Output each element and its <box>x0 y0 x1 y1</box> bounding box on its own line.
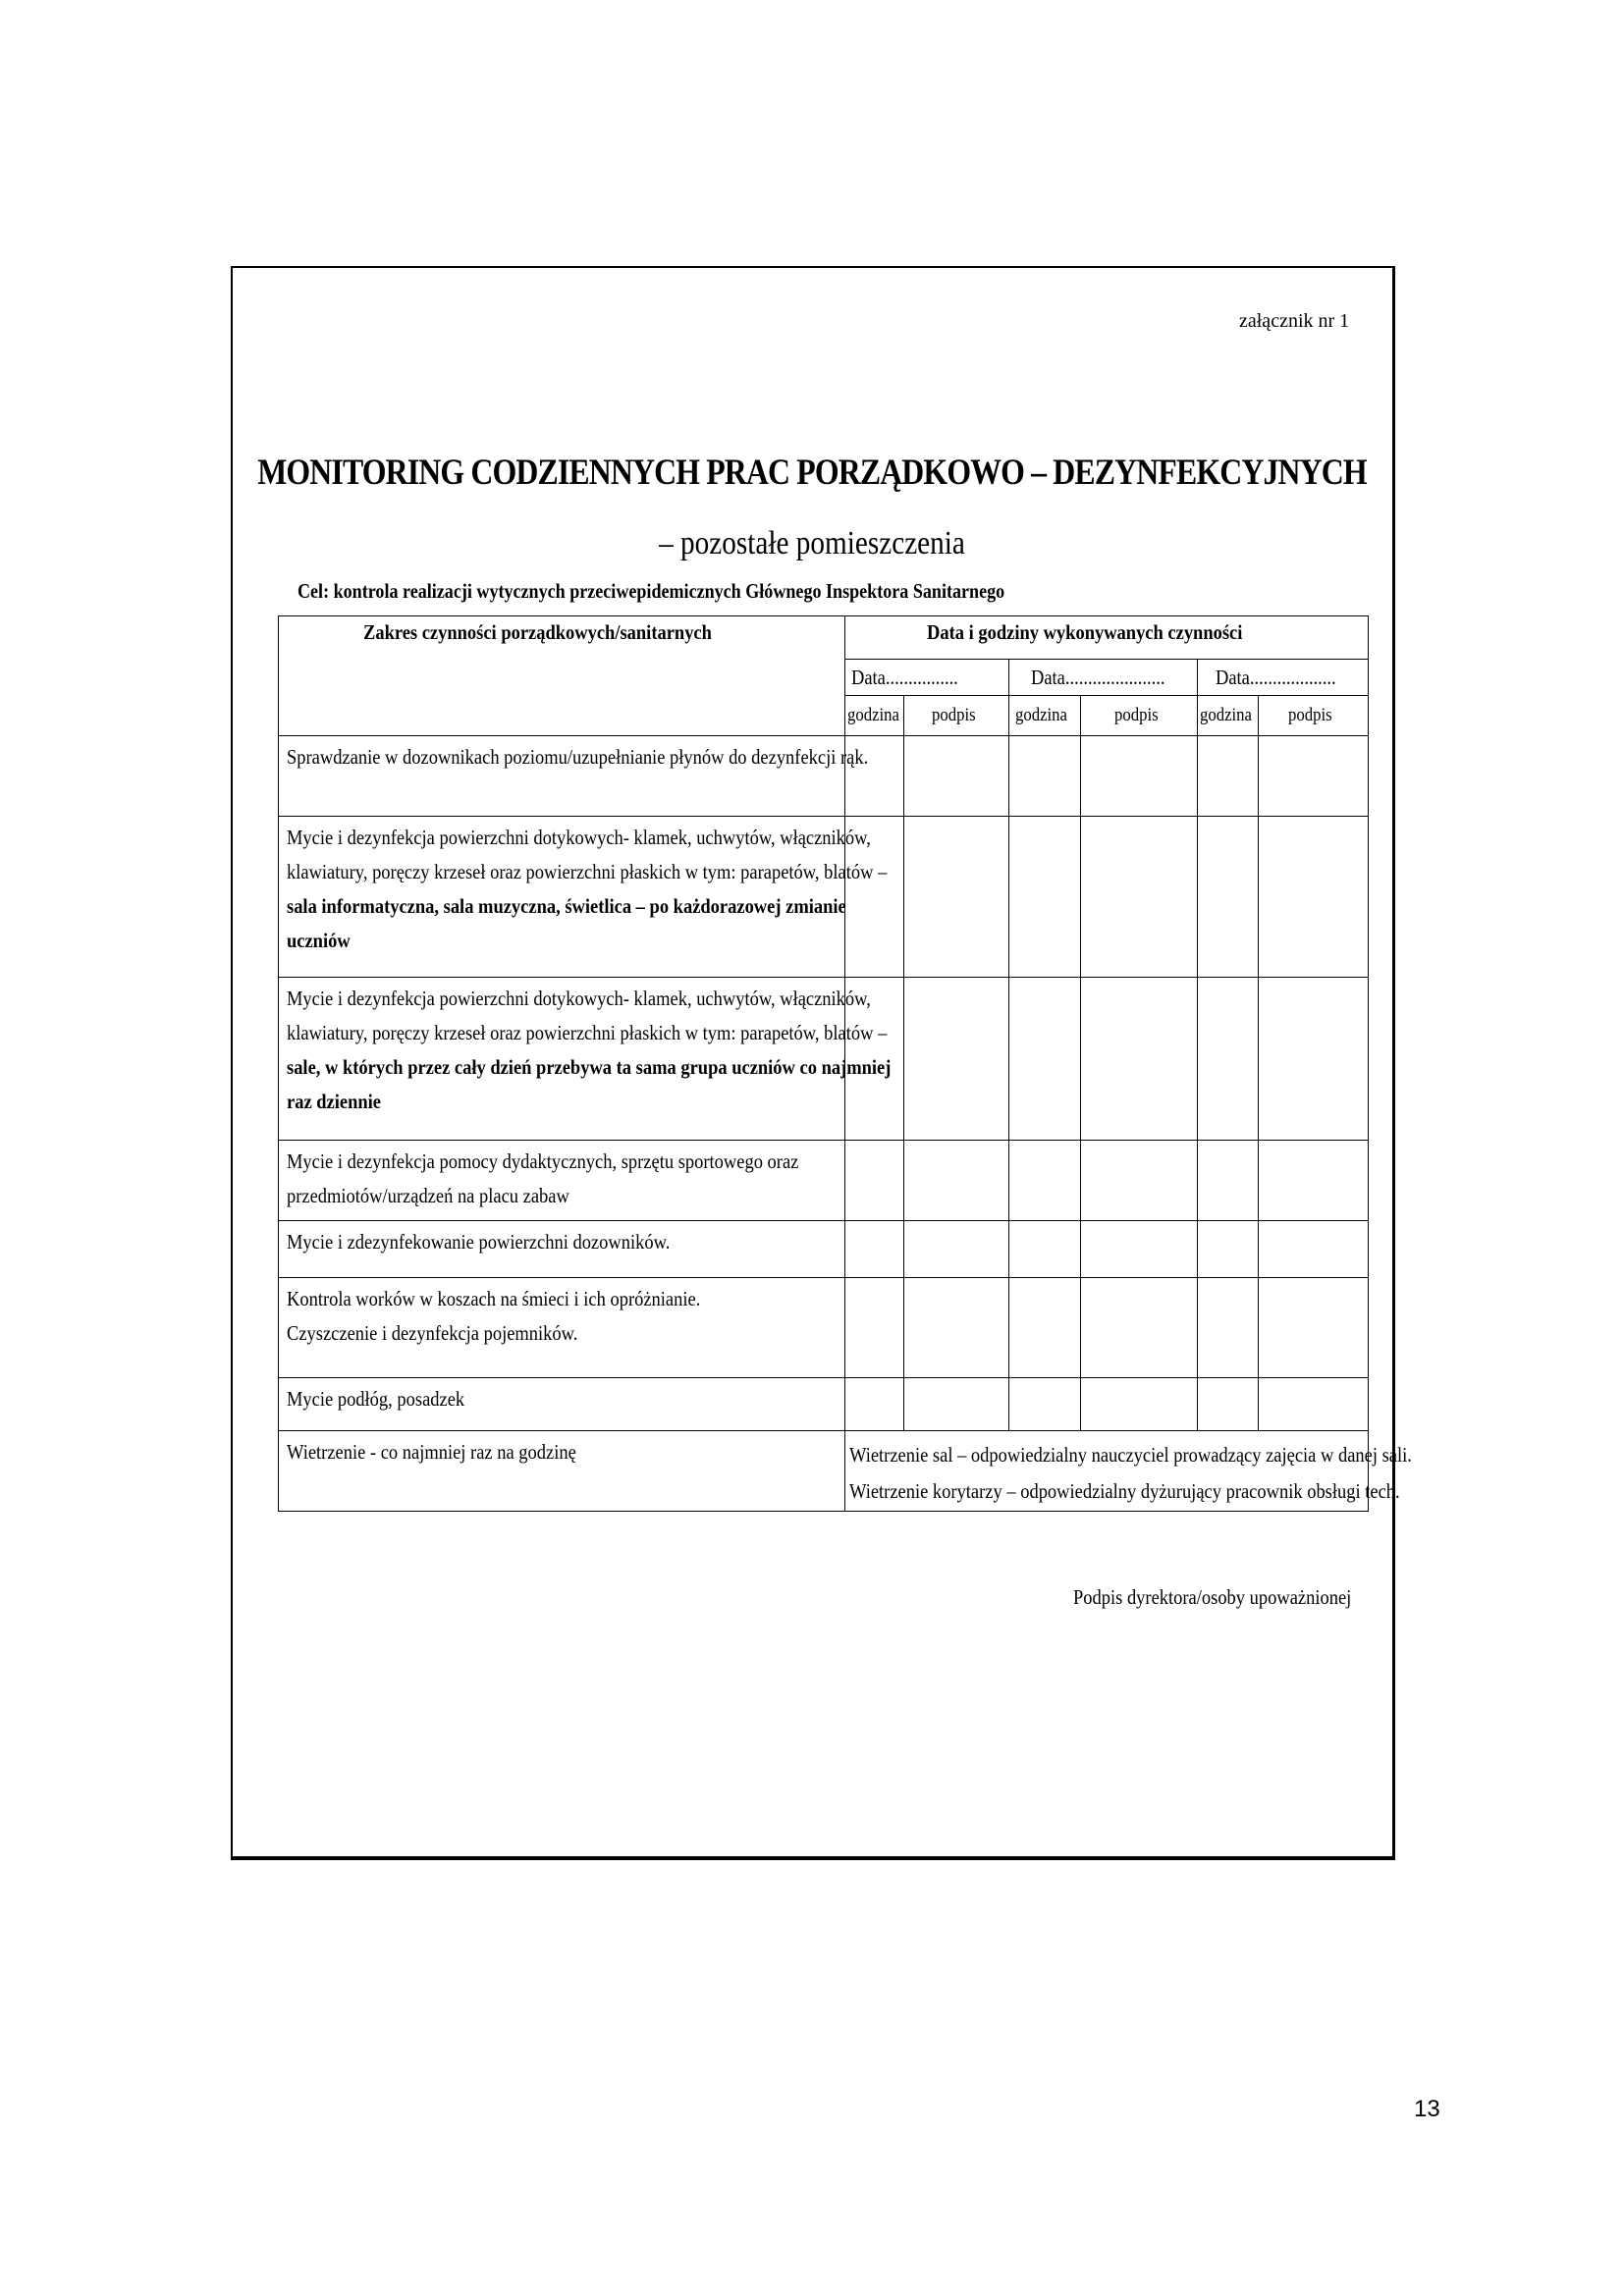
col-hour-1: godzina <box>845 696 904 736</box>
goal-statement: Cel: kontrola realizacji wytycznych przeciwepidemicznych Głównego Inspektora Sanitarnego <box>298 579 1005 603</box>
table-row <box>279 1141 1369 1221</box>
date-field-3: Data................... <box>1198 660 1369 696</box>
signature-cell <box>1259 1378 1369 1431</box>
table-row <box>279 1431 1369 1512</box>
signature-cell <box>1259 817 1369 978</box>
signature-cell <box>904 1141 1009 1221</box>
activity-cell: Wietrzenie - co najmniej raz na godzinę <box>279 1431 845 1512</box>
hour-cell <box>1009 978 1081 1141</box>
signature-cell <box>1081 1378 1198 1431</box>
signature-cell <box>1081 1221 1198 1278</box>
date-field-1: Data................ <box>845 660 1009 696</box>
table-row <box>279 1278 1369 1378</box>
director-signature-label: Podpis dyrektora/osoby upoważnionej <box>1073 1585 1352 1609</box>
signature-cell <box>1081 736 1198 817</box>
page-title: MONITORING CODZIENNYCH PRAC PORZĄDKOWO – DEZYNFEKCYJNYCH <box>257 453 1367 493</box>
hour-cell <box>1198 817 1259 978</box>
hour-cell <box>1009 736 1081 817</box>
hour-cell <box>845 1141 904 1221</box>
ventilation-note: Wietrzenie sal – odpowiedzialny nauczyciel prowadzący zajęcia w danej sali. Wietrzenie korytarzy – odpowiedzialny dyżurujący pracownik obsługi tech. <box>845 1431 1369 1512</box>
signature-cell <box>904 736 1009 817</box>
signature-cell <box>1259 736 1369 817</box>
table-row <box>279 1378 1369 1431</box>
hour-cell <box>845 1221 904 1278</box>
page-number: 13 <box>1414 2096 1440 2122</box>
hour-cell <box>1009 1221 1081 1278</box>
attachment-label: załącznik nr 1 <box>1239 310 1350 332</box>
signature-cell <box>904 1378 1009 1431</box>
header-dates: Data i godziny wykonywanych czynności <box>845 616 1369 660</box>
hour-cell <box>1009 1278 1081 1378</box>
hour-cell <box>1198 978 1259 1141</box>
activity-cell: Sprawdzanie w dozownikach poziomu/uzupełnianie płynów do dezynfekcji rąk. <box>279 736 845 817</box>
hour-cell <box>1198 1278 1259 1378</box>
activity-cell: Mycie i zdezynfekowanie powierzchni dozowników. <box>279 1221 845 1278</box>
page-subtitle: – pozostałe pomieszczenia <box>659 525 965 561</box>
date-field-2: Data...................... <box>1009 660 1198 696</box>
hour-cell <box>845 1378 904 1431</box>
table-row <box>279 736 1369 817</box>
signature-cell <box>1081 1278 1198 1378</box>
hour-cell <box>1198 1378 1259 1431</box>
hour-cell <box>1009 1141 1081 1221</box>
signature-cell <box>1259 978 1369 1141</box>
signature-cell <box>904 817 1009 978</box>
table-row <box>279 978 1369 1141</box>
header-scope: Zakres czynności porządkowych/sanitarnych <box>279 616 845 736</box>
col-signature-2: podpis <box>1081 696 1198 736</box>
signature-cell <box>904 1278 1009 1378</box>
col-signature-3: podpis <box>1259 696 1369 736</box>
signature-cell <box>1259 1278 1369 1378</box>
hour-cell <box>1009 1378 1081 1431</box>
signature-cell <box>1081 1141 1198 1221</box>
col-hour-3: godzina <box>1198 696 1259 736</box>
table-row <box>279 817 1369 978</box>
table-row <box>279 1221 1369 1278</box>
signature-cell <box>1259 1221 1369 1278</box>
activity-cell: Mycie i dezynfekcja pomocy dydaktycznych, sprzętu sportowego oraz przedmiotów/urządzeń na placu zabaw <box>279 1141 845 1221</box>
signature-cell <box>904 1221 1009 1278</box>
signature-cell <box>1259 1141 1369 1221</box>
col-signature-1: podpis <box>904 696 1009 736</box>
hour-cell <box>1198 736 1259 817</box>
activity-cell: Mycie i dezynfekcja powierzchni dotykowych- klamek, uchwytów, włączników, klawiatury, poręczy krzeseł oraz powierzchni płaskich w tym: parapetów, blatów – sala informatyczna, sala muzyczna, świetlica – po każdorazowej zmianie uczniów <box>279 817 845 978</box>
activity-cell: Mycie i dezynfekcja powierzchni dotykowych- klamek, uchwytów, włączników, klawiatury, poręczy krzeseł oraz powierzchni płaskich w tym: parapetów, blatów – sale, w których przez cały dzień przebywa ta sama grupa uczniów co najmniej raz dziennie <box>279 978 845 1141</box>
hour-cell <box>1198 1141 1259 1221</box>
activity-cell: Mycie podłóg, posadzek <box>279 1378 845 1431</box>
signature-cell <box>904 978 1009 1141</box>
hour-cell <box>1198 1221 1259 1278</box>
col-hour-2: godzina <box>1009 696 1081 736</box>
activity-cell: Kontrola worków w koszach na śmieci i ich opróżnianie. Czyszczenie i dezynfekcja pojemników. <box>279 1278 845 1378</box>
signature-cell <box>1081 817 1198 978</box>
hour-cell <box>845 1278 904 1378</box>
hour-cell <box>1009 817 1081 978</box>
monitoring-table <box>278 615 1412 1512</box>
signature-cell <box>1081 978 1198 1141</box>
